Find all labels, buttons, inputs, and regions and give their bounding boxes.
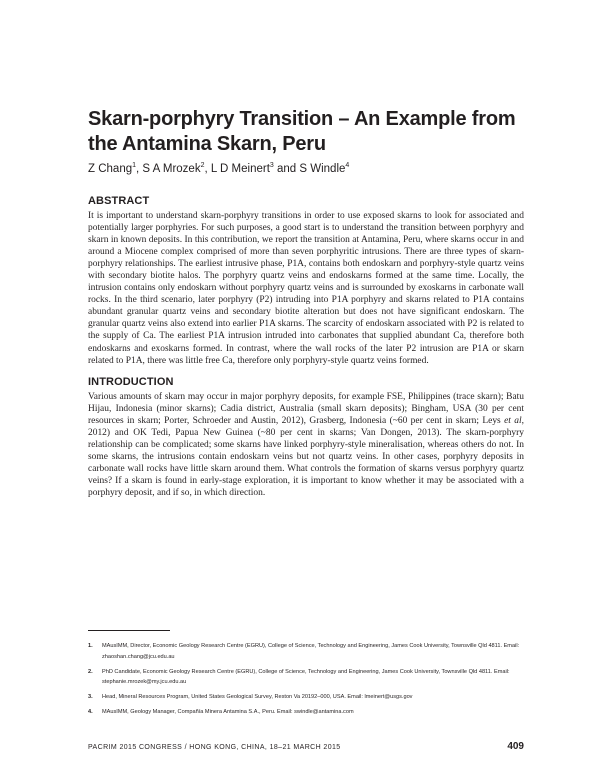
footnote bbox=[88, 641, 524, 662]
footnote-number: 2. bbox=[88, 668, 93, 675]
author-name: L D Meinert bbox=[210, 163, 270, 175]
author-affiliation-marker: 1 bbox=[132, 162, 137, 170]
abstract-heading: ABSTRACT bbox=[88, 195, 150, 207]
author-affiliation-marker: 3 bbox=[269, 162, 274, 170]
author-affiliation-marker: 4 bbox=[345, 162, 350, 170]
author-name: S Windle bbox=[299, 163, 346, 175]
author-name: Z Chang bbox=[88, 163, 133, 175]
introduction-text-part: , 2012) and OK Tedi, Papua New Guinea (~80 per cent in skarns; Van Dongen, 2013). The skarn-porphyry relationship can be complicated; some skarns have linked porphyry-style mineralisation, whereas others do not. In some skarns, the intrusions contain endoskarn veins but not quartz veins. In other cases, porphyry deposits in carbonate wall rocks have little skarn around them. What controls the formation of skarns versus porphyry quartz veins? If a skarn is found in early-stage exploration, it is important to know whether it may be associated with a porphyry deposit, and if so, in which direction. bbox=[88, 415, 525, 498]
author-affiliation-marker: 2 bbox=[200, 162, 205, 170]
author-name: S A Mrozek bbox=[142, 163, 201, 175]
page-footer bbox=[88, 741, 524, 755]
footnote bbox=[88, 707, 524, 718]
footnote-number: 1. bbox=[88, 643, 93, 649]
abstract-text: It is important to understand skarn-porphyry transitions in order to use exposed skarns to look for associated and potentially larger porphyries. For such purposes, a good start is to understand the transition between porphyry and skarn in known deposits. In this contribution, we report the transition at Antamina, Peru, where skarns occur in and around a Miocene complex comprised of more than seven porphyritic intrusions. There are three types of skarn-porphyry relationships. The earliest intrusive phase, P1A, contains both endoskarn and porphyry-style quartz veins with secondary biotite halos. The porphyry quartz veins and endoskarns formed at the same time. Locally, the intrusion contains only endoskarn without porphyry quartz veins and is surrounded by exoskarns in carbonate wall rocks. In the third scenario, later porphyry (P2) intruding into P1A porphyry and skarns related to P1A contains abundant granular quartz veins and secondary biotite alteration but does not have significant endoskarn. The granular quartz veins also extend into earlier P1A skarns. The scarcity of endoskarn associated with P2 is related to the supply of Ca. The earliest P1A intrusion intruded into carbonates that supplied abundant Ca, therefore both endoskarns and exoskarns formed. In contrast, where the wall rocks of the later P2 intrusion are P1A or skarn related to P1A, there was little free Ca, therefore only porphyry-style quartz veins formed. bbox=[88, 211, 524, 366]
introduction-heading: INTRODUCTION bbox=[88, 375, 174, 388]
footnotes bbox=[88, 641, 524, 722]
footnote-text: MAusIMM, Geology Manager, Compañía Minera Antamina S.A., Peru. Email: swindle@antamina.com bbox=[102, 709, 354, 715]
author-separator: , bbox=[136, 163, 143, 175]
introduction-text bbox=[88, 391, 524, 499]
footnote-number: 4. bbox=[88, 709, 93, 715]
article bbox=[88, 100, 524, 499]
introduction-italic-citation: et al bbox=[504, 415, 522, 426]
author-separator: and bbox=[273, 163, 300, 175]
footnote-text: PhD Candidate, Economic Geology Research Centre (EGRU), College of Science, Technology and Engineering, James Cook University, Townsville Qld 4811. Email: stephanie.mrozek@my.jcu.edu.au bbox=[102, 668, 510, 685]
author-list bbox=[88, 163, 524, 175]
footnote-divider bbox=[88, 630, 170, 631]
footnote-number: 3. bbox=[88, 694, 93, 700]
introduction-text-part: Various amounts of skarn may occur in major porphyry deposits, for example FSE, Philippines (trace skarn); Batu Hijau, Indonesia (minor skarns); Cadia district, Australia (small skarn deposits); Bingham, USA (30 per cent resources in skarn; Porter, Schroeder and Austin, 2012), Grasberg, Indonesia (~60 per cent in skarn; Leys bbox=[88, 391, 524, 426]
author-separator: , bbox=[204, 163, 211, 175]
footnote bbox=[88, 667, 524, 688]
article-title: Skarn-porphyry Transition – An Example from the Antamina Skarn, Peru bbox=[88, 108, 516, 155]
footnote bbox=[88, 692, 524, 703]
running-footer: PACRIM 2015 CONGRESS / HONG KONG, CHINA, 18–21 MARCH 2015 bbox=[88, 744, 341, 751]
page-number: 409 bbox=[507, 741, 524, 752]
footnote-text: Head, Mineral Resources Program, United States Geological Survey, Reston Va 20192–000, USA. Email: lmeinert@usgs.gov bbox=[102, 694, 413, 700]
footnote-text: MAusIMM, Director, Economic Geology Research Centre (EGRU), College of Science, Technology and Engineering, James Cook University, Townsville Qld 4811. Email: zhaoshan.chang@jcu.edu.au bbox=[102, 643, 520, 660]
